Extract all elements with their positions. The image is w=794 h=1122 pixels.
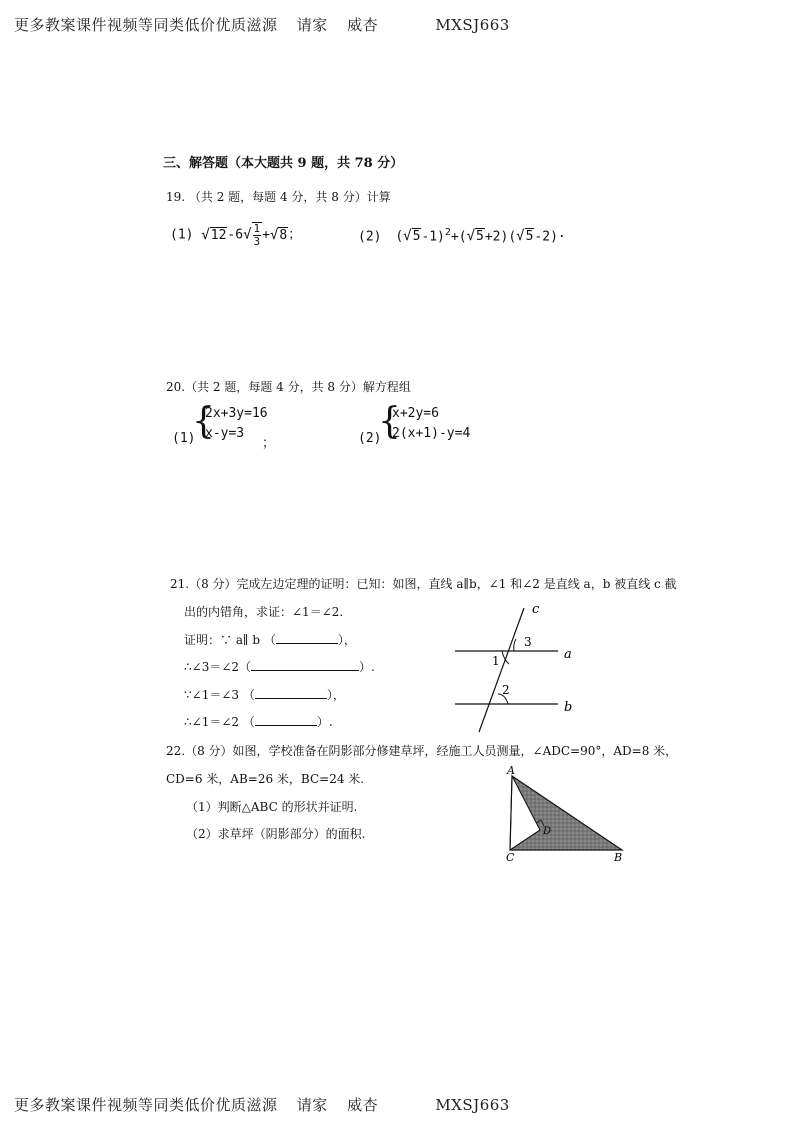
q21-proof-line2 (184, 658, 375, 675)
top-banner (14, 14, 510, 35)
bottom-banner (14, 1094, 510, 1115)
q20-p1-end: ； (262, 436, 276, 451)
label-b: b (564, 700, 573, 715)
q21-line2: 出的内错角，求证：∠1＝∠2. (184, 605, 344, 619)
q22-line1: 22.（8 分）如图，学校准备在阴影部分修建草坪，经施工人员测量，∠ADC=90°，AD=8 米， (166, 744, 678, 758)
q20-header: 20.（共 2 题，每题 4 分，共 8 分）解方程组 (166, 380, 411, 394)
label-angle-1: 1 (492, 654, 500, 668)
sqrt-expression: √5 (403, 228, 421, 245)
q19-part2 (358, 227, 566, 244)
banner-contact-name: 威杏 (347, 1096, 379, 1114)
label-angle-3: 3 (524, 635, 532, 649)
q19-p2-f: +2)( (484, 229, 517, 245)
banner-text: 更多教案课件视频等同类低价优质滋源 (14, 1096, 278, 1114)
proof2-suffix: ）. (359, 660, 375, 674)
proof4-suffix: ）. (316, 715, 333, 729)
proof2-blank[interactable] (251, 658, 359, 671)
label-C: C (506, 851, 515, 864)
q19-p2-radicand-3: 5 (525, 229, 534, 245)
q19-p1-radicand-a: 12 (210, 227, 227, 243)
sqrt-fraction: √ $\frac{1}{3}$ (243, 222, 261, 248)
label-A: A (507, 764, 515, 777)
q19-p2-a: ( (395, 229, 404, 245)
q19-p2-radicand-1: 5 (412, 229, 421, 245)
q20-p1-eq1: 2x+3y=16 (205, 406, 268, 421)
q22-sub1: （1）判断△ABC 的形状并证明. (186, 800, 358, 814)
q19-p1-label: (1) (170, 227, 194, 243)
banner-text: 更多教案课件视频等同类低价优质滋源 (14, 16, 278, 34)
banner-contact-label: 请家 (296, 16, 328, 34)
q22-triangle-figure (500, 764, 635, 864)
q19-p2-label: (2) (358, 229, 382, 245)
proof2-prefix: ∴∠3＝∠2（ (184, 660, 252, 674)
banner-code: MXSJ663 (435, 1096, 510, 1114)
banner-contact-label: 请家 (296, 1096, 328, 1114)
q19-p1-op-c: + (262, 227, 270, 243)
q20-p1-label: (1) (172, 431, 196, 446)
label-D: D (543, 826, 552, 837)
label-c: c (532, 602, 540, 617)
q20-p1-brace: { (192, 401, 215, 442)
proof3-prefix: ∵∠1＝∠3 （ (184, 688, 255, 702)
q19-p2-c: -1) (421, 229, 445, 245)
q20-p2-eq1: x+2y=6 (392, 406, 439, 421)
label-a: a (564, 647, 572, 662)
q19-p2-h: -2)· (534, 229, 566, 245)
q19-p1-end: ； (288, 227, 302, 243)
q21-proof-line1 (184, 631, 356, 648)
q22-sub2: （2）求草坪（阴影部分）的面积. (186, 827, 366, 841)
banner-code: MXSJ663 (435, 16, 510, 34)
angle-3-arc (514, 639, 516, 651)
label-B: B (614, 851, 623, 864)
proof1-blank[interactable] (276, 631, 338, 644)
line-c (479, 608, 524, 732)
proof1-prefix: 证明：∵ a∥ b （ (184, 633, 276, 647)
q20-p2-eq2: 2(x+1)-y=4 (392, 426, 471, 441)
q19-p2-d: +( (450, 229, 467, 245)
sqrt-expression: √5 (516, 228, 534, 245)
proof3-blank[interactable] (255, 686, 327, 699)
q19-p1-op-b: -6 (227, 227, 244, 243)
sqrt-expression: √12 (201, 226, 227, 243)
label-angle-2: 2 (502, 683, 510, 697)
proof1-suffix: ）， (337, 633, 356, 647)
proof4-prefix: ∴∠1＝∠2 （ (184, 715, 255, 729)
sqrt-expression: √5 (466, 228, 484, 245)
q19-p2-exponent: 2 (444, 227, 451, 238)
sqrt-expression: √8 (269, 226, 288, 243)
proof4-blank[interactable] (255, 713, 317, 726)
section-title: 三、解答题（本大题共 9 题，共 78 分） (163, 156, 404, 171)
q21-line1: 21.（8 分）完成左边定理的证明：已知：如图，直线 a∥b，∠1 和∠2 是直线 a，b 被直线 c 截 (170, 577, 677, 591)
q21-proof-line3 (184, 686, 345, 703)
fraction-numerator: 1 (253, 222, 261, 235)
q20-p2-brace: { (378, 401, 401, 442)
q20-p2-label: (2) (358, 431, 382, 446)
q21-parallel-lines-figure (440, 598, 600, 738)
proof3-suffix: ）， (326, 688, 345, 702)
q22-line2: CD=6 米，AB=26 米，BC=24 米. (166, 772, 365, 786)
q19-header: 19. （共 2 题，每题 4 分，共 8 分）计算 (166, 190, 391, 204)
q19-part1 (170, 222, 301, 248)
q19-p1-radicand-d: 8 (279, 227, 288, 243)
q21-proof-line4 (184, 713, 333, 730)
q20-p1-eq2: x-y=3 (205, 426, 245, 441)
q19-p2-radicand-2: 5 (476, 229, 484, 245)
banner-contact-name: 威杏 (347, 16, 379, 34)
fraction-denominator: 3 (253, 235, 261, 248)
